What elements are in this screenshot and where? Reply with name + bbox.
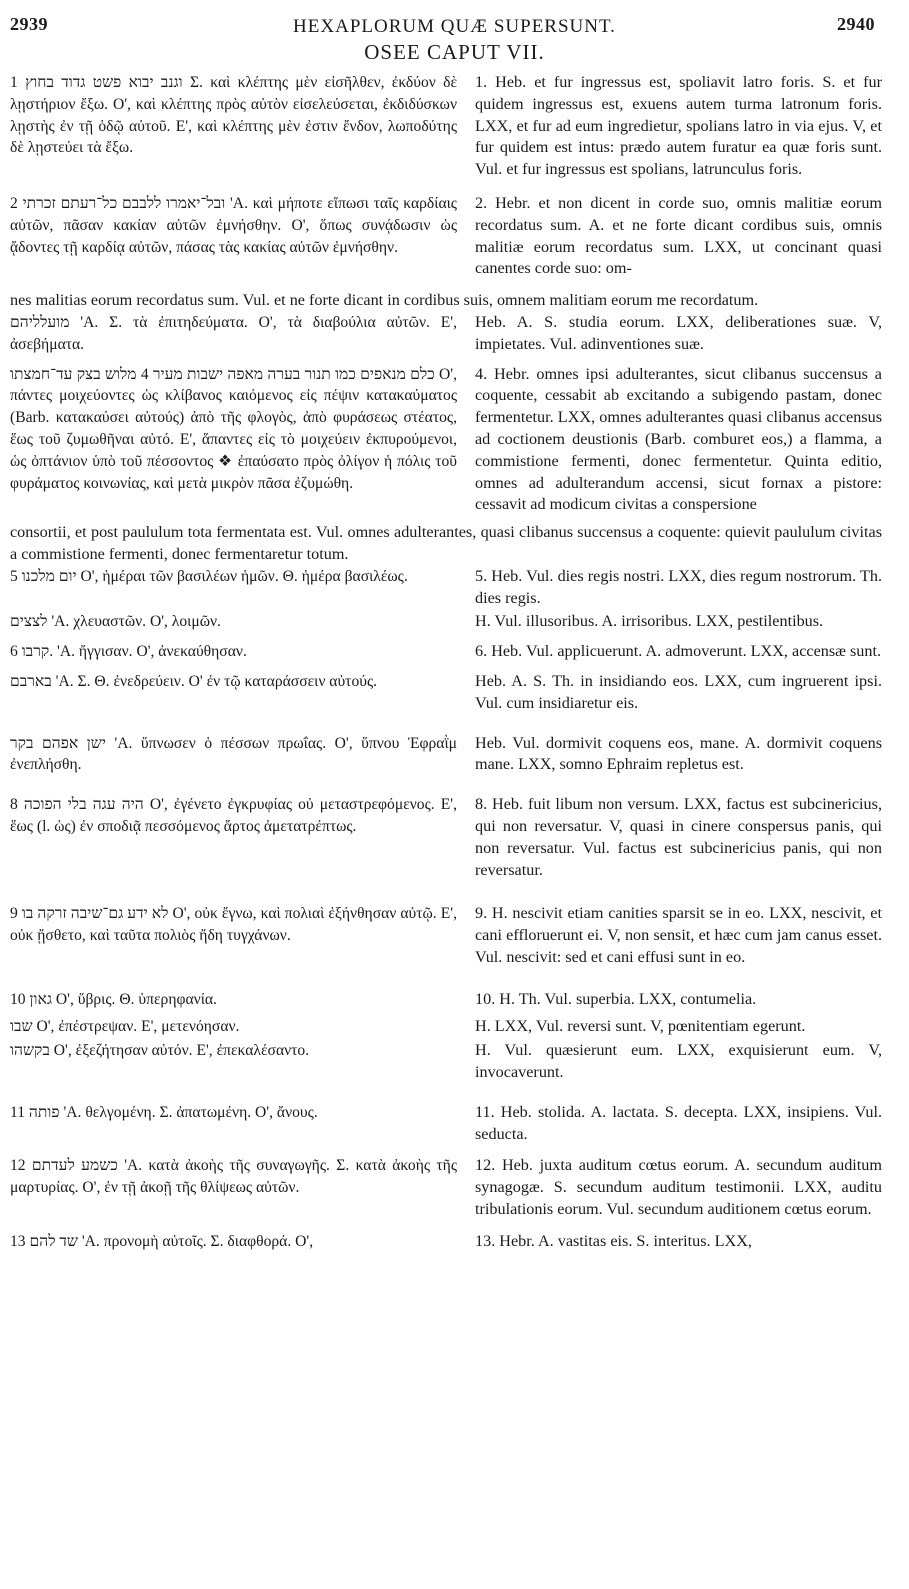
latin-column: H. LXX, Vul. reversi sunt. V, pœnitentiam egerunt. xyxy=(475,1017,806,1036)
commentary-block xyxy=(10,671,882,715)
column-pair xyxy=(10,364,882,517)
hebrew-greek-column: בארבם 'Α. Σ. Θ. ἐνεδρεύειν. Ο' ἐν τῷ καταράσσειν αὐτούς. xyxy=(10,672,378,690)
latin-column: 10. H. Th. Vul. superbia. LXX, contumelia. xyxy=(475,989,757,1008)
column-pair xyxy=(10,733,882,777)
column-pair xyxy=(10,312,882,356)
column-pair xyxy=(10,1155,882,1220)
latin-column: Heb. Vul. dormivit coquens eos, mane. A. dormivit coquens mane. LXX, somno Ephraim repletus est. xyxy=(475,733,882,774)
commentary-block xyxy=(10,312,882,356)
hebrew-greek-column: כלם מנאפים כמו תנור בערה מאפה ישבות מעיר 4 מלוש בצק עד־חמצתו Ο', πάντες μοιχεύοντες ὡς κλίβανος καιόμενος εἰς πέψιν κατακαύματος (Barb. κατακαύσει αὐτούς) ἀπὸ τῆς φλογὸς, ἀπὸ φυράσεως στέατος, ἕως τοῦ ζυμωθῆναι αὐτό. Ε', ἅπαντες εἰς τὸ μοιχεύειν ἐκπυρούμενοι, ὡς ὀπτάνιον ὑπὸ τοῦ πέσσοντος ❖ ἐπαύσατο πρὸς ὀλίγον ἡ πόλις τοῦ φυράματος κοινωνίας, καὶ μετὰ μικρὸν πᾶσα ἐζυμώθη. xyxy=(10,365,457,492)
hebrew-greek-column: גאון 10 Ο', ὕβρις. Θ. ὑπερηφανία. xyxy=(10,990,217,1008)
running-title: HEXAPLORUM QUÆ SUPERSUNT. xyxy=(293,16,616,37)
column-pair xyxy=(10,566,882,610)
latin-column: 12. Heb. juxta auditum cœtus eorum. A. secundum auditum synagogæ. S. secundum auditum testimonii. LXX, auditu tribulationis eorum. Vul. secundum auditionem cœtus eorum. xyxy=(475,1156,882,1219)
commentary-block xyxy=(10,522,882,566)
page-number-right: 2940 xyxy=(837,14,875,34)
full-width-text: consortii, et post paululum tota fermentata est. Vul. omnes adulterantes, quasi clibanus succensus a coquente: quievit paululum civitas a commistione fermenti, donec fermentaretur totum. xyxy=(10,523,882,563)
commentary-block xyxy=(10,903,882,968)
hebrew-greek-column: פותה 11 'Α. θελγομένη. Σ. ἀπατωμένη. Ο', ἄνους. xyxy=(10,1103,318,1121)
column-pair xyxy=(10,989,882,1011)
hebrew-greek-column: לא ידע גם־שיבה זרקה בו 9 Ο', οὐκ ἔγνω, καὶ πολιαὶ ἐξήνθησαν αὐτῷ. Ε', οὐκ ᾔσθετο, καὶ ταῦτα πολιὸς ἤδη τυγχάνων. xyxy=(10,905,457,945)
column-pair xyxy=(10,1040,882,1084)
page-number-left: 2939 xyxy=(10,14,48,34)
latin-column: H. Vul. quæsierunt eum. LXX, exquisierunt eum. V, invocaverunt. xyxy=(475,1041,882,1082)
latin-column: 11. Heb. stolida. A. lactata. S. decepta. LXX, insipiens. Vul. seducta. xyxy=(475,1102,882,1143)
commentary-block xyxy=(10,1016,882,1038)
commentary-block xyxy=(10,641,882,663)
column-pair xyxy=(10,1016,882,1038)
column-pair xyxy=(10,1231,882,1253)
hebrew-greek-column: בקשהו Ο', ἐξεζήτησαν αὐτόν. Ε', ἐπεκαλέσαντο. xyxy=(10,1042,310,1060)
column-pair xyxy=(10,671,882,715)
hebrew-greek-column: מועלליהם 'Α. Σ. τὰ ἐπιτηδεύματα. Ο', τὰ διαβούλια αὐτῶν. Ε', ἀσεβήματα. xyxy=(10,313,457,353)
hebrew-greek-column: ובל־יאמרו ללבבם כל־רעתם זכרתי 2 'Α. καὶ μήποτε εἴπωσι ταῖς καρδίαις αὐτῶν, πᾶσαν κακίαν αὐτῶν ἐμνήσθην. Ο', ὅπως συνᾴδωσιν ὡς ᾄδοντες τῇ καρδίᾳ αὐτῶν, πάσας τὰς κακίας αὐτῶν ἐμνήσθην. xyxy=(10,194,457,256)
hebrew-greek-column: היה עגה בלי הפוכה 8 Ο', ἐγένετο ἐγκρυφίας οὐ μεταστρεφόμενος. Ε', ἕως (l. ὡς) ἐν σποδιᾷ πεσσόμενος ἄρτος ἀμετατρέπτως. xyxy=(10,796,458,835)
column-pair xyxy=(10,611,882,633)
latin-column: 13. Hebr. A. vastitas eis. S. interitus. LXX, xyxy=(475,1231,752,1250)
hebrew-greek-column: וגנב יבוא פשט גדוד בחוץ 1 Σ. καὶ κλέπτης μὲν εἰσῆλθεν, ἐκδύον δὲ λῃστήριον ἔξω. Ο', καὶ κλέπτης πρὸς αὐτὸν εἰσελεύσεται, ἐκδιδύσκων λῃστὴς ἐν τῇ ὁδῷ αὐτοῦ. Ε', καὶ κλέπτης μὲν ἐστιν ἔνδον, λωποδύτης δὲ λῃστεύει τὰ ἔξω. xyxy=(10,74,457,157)
latin-column: 6. Heb. Vul. applicuerunt. A. admoverunt. LXX, accensæ sunt. xyxy=(475,642,882,661)
column-pair xyxy=(10,193,882,280)
latin-column: Heb. A. S. studia eorum. LXX, deliberationes suæ. V, impietates. Vul. adinventiones suæ. xyxy=(475,312,882,353)
commentary-block xyxy=(10,1040,882,1084)
commentary-block xyxy=(10,193,882,280)
commentary-block xyxy=(10,733,882,777)
commentary-block xyxy=(10,794,882,881)
latin-column: H. Vul. illusoribus. A. irrisoribus. LXX, pestilentibus. xyxy=(475,612,824,631)
column-pair xyxy=(10,641,882,663)
latin-column: 9. H. nescivit etiam canities sparsit se in eo. LXX, nescivit, et cani effloruerunt ei. V, non sensit, et hæc cum jam canus esset. Vul. nescivit: sed et cani effusi sunt in eo. xyxy=(475,904,882,966)
latin-column: 8. Heb. fuit libum non versum. LXX, factus est subcinericius, qui non reversatur. V, quasi in cinere conspersus panis, qui non reversatur. Vul. factus est subcinericius panis, qui non reversatur. xyxy=(475,795,882,879)
hebrew-greek-column: לצצים 'Α. χλευαστῶν. Ο', λοιμῶν. xyxy=(10,613,221,631)
hebrew-greek-column: שד להם 13 'Α. προνομὴ αὐτοῖς. Σ. διαφθορά. Ο', xyxy=(10,1232,314,1250)
page-body xyxy=(10,72,882,1265)
running-head xyxy=(0,10,909,40)
column-pair xyxy=(10,1102,882,1146)
full-width-text: nes malitias eorum recordatus sum. Vul. et ne forte dicant in cordibus suis, omnem malitiam eorum me recordatum. xyxy=(10,291,759,310)
latin-column: Heb. A. S. Th. in insidiando eos. LXX, cum ingruerent ipsi. Vul. cum insidiaretur eis. xyxy=(475,671,882,712)
hebrew-greek-column: שבו Ο', ἐπέστρεψαν. Ε', μετενόησαν. xyxy=(10,1018,240,1036)
commentary-block xyxy=(10,611,882,633)
latin-column: 4. Hebr. omnes ipsi adulterantes, sicut clibanus succensus a coquente, cessabit ab excitando a subigendo pastam, donec fermentetur. LXX, omnes adulterantes quasi clibanus accensus ad coctionem deustionis (Barb. comburet eos,) a flamma, a commistione fermenti, donec fermentetur. Quinta editio, omnes ad adulterandum accensi, sicut fornax a pistore: cessavit ad modicum civitas a conspersione xyxy=(475,364,882,514)
commentary-block xyxy=(10,1102,882,1146)
commentary-block xyxy=(10,1155,882,1220)
column-pair xyxy=(10,794,882,881)
hebrew-greek-column: יום מלכנו 5 Ο', ἡμέραι τῶν βασιλέων ἡμῶν. Θ. ἡμέρα βασιλέως. xyxy=(10,567,408,585)
commentary-block xyxy=(10,72,882,181)
hebrew-greek-column: ישן אפהם בקר 'Α. ὕπνωσεν ὁ πέσσων πρωΐας. Ο', ὕπνου Ἐφραῒμ ἐνεπλήσθη. xyxy=(10,734,457,774)
column-pair xyxy=(10,72,882,181)
commentary-block xyxy=(10,364,882,517)
latin-column: 2. Hebr. et non dicent in corde suo, omnis malitiæ eorum recordatus sum. A. et ne forte dicant cordibus suis, omnis malitiæ eorum recordatus sum. LXX, ut concinant quasi canentes corde suo: om- xyxy=(475,193,882,278)
latin-column: 1. Heb. et fur ingressus est, spoliavit latro foris. S. et fur quidem ingressus est, exuens autem turma latronum foris. LXX, et fur ad eum ingredietur, spolians latro in via ejus. V, et fur quidem est intus: prædo autem furatur ea quæ foris sunt. Vul. et fur ingressus est spolians, latrunculus foris. xyxy=(475,73,882,179)
commentary-block xyxy=(10,989,882,1011)
commentary-block xyxy=(10,1231,882,1253)
hebrew-greek-column: כשמע לעדתם 12 'Α. κατὰ ἀκοὴς τῆς συναγωγῆς. Σ. κατὰ ἀκοὴς τῆς μαρτυρίας. Ο', ἐν τῇ ἀκοῇ τῆς θλίψεως αὐτῶν. xyxy=(10,1157,457,1197)
chapter-title: OSEE CAPUT VII. xyxy=(364,40,545,64)
column-pair xyxy=(10,903,882,968)
latin-column: 5. Heb. Vul. dies regis nostri. LXX, dies regum nostrorum. Th. dies regis. xyxy=(475,566,882,607)
commentary-block xyxy=(10,566,882,610)
commentary-block xyxy=(10,290,882,312)
hebrew-greek-column: קרבו 6. 'Α. ἤγγισαν. Ο', ἀνεκαύθησαν. xyxy=(10,643,247,661)
